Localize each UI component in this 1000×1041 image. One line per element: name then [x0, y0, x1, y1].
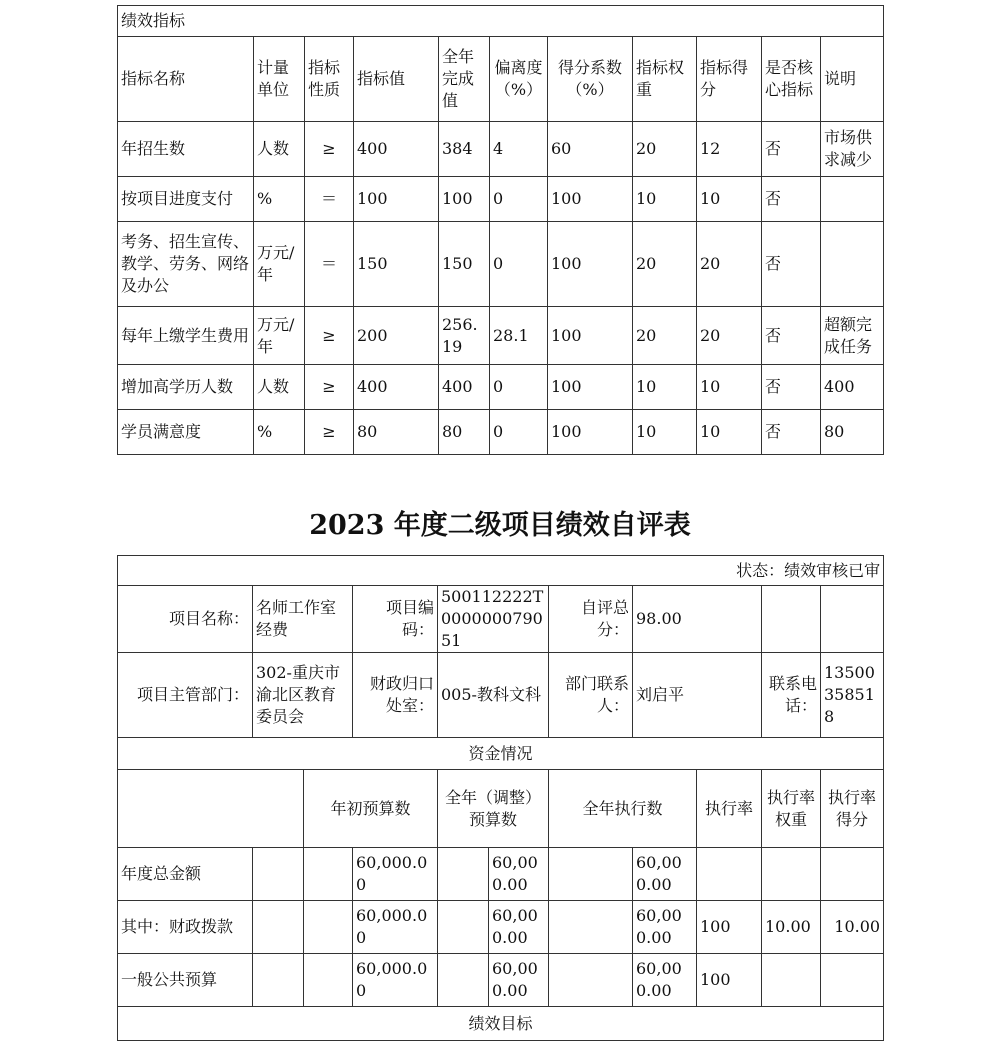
- department-value: 302-重庆市渝北区教育委员会: [253, 653, 353, 738]
- table-row: [118, 365, 884, 410]
- empty-cell: [549, 954, 633, 1007]
- header-cell: 偏离度（%）: [490, 37, 548, 122]
- cell: 100: [548, 307, 633, 365]
- table-row: [118, 122, 884, 177]
- cell: ≥: [305, 122, 354, 177]
- cell: 每年上缴学生费用: [118, 307, 254, 365]
- empty-cell: [304, 848, 353, 901]
- cell: 60,000.00: [489, 901, 549, 954]
- cell: 超额完成任务: [821, 307, 884, 365]
- cell: 60,000.00: [633, 901, 697, 954]
- cell: 100: [548, 365, 633, 410]
- header-cell: 指标得分: [697, 37, 762, 122]
- cell: 10: [633, 410, 697, 455]
- contact-value: 刘启平: [633, 653, 762, 738]
- empty-cell: [821, 586, 884, 653]
- cell: 200: [354, 307, 439, 365]
- cell: 60,000.00: [353, 954, 438, 1007]
- table-row: [118, 901, 884, 954]
- cell: 增加高学历人数: [118, 365, 254, 410]
- section-label: 绩效指标: [118, 6, 884, 37]
- cell: 否: [762, 122, 821, 177]
- cell: 20: [697, 307, 762, 365]
- finance-office-label: 财政归口处室：: [353, 653, 438, 738]
- cell: 10.00: [821, 901, 884, 954]
- table-row: [118, 307, 884, 365]
- self-score-value: 98.00: [633, 586, 762, 653]
- cell: ≥: [305, 410, 354, 455]
- cell: 60: [548, 122, 633, 177]
- project-code-value: 500112222T000000079051: [438, 586, 549, 653]
- header-cell: 全年完成值: [439, 37, 490, 122]
- cell: 60,000.00: [489, 954, 549, 1007]
- cell: 10: [697, 410, 762, 455]
- cell: [762, 848, 821, 901]
- cell: 100: [548, 177, 633, 222]
- header-cell: 全年（调整）预算数: [438, 770, 549, 848]
- cell: 400: [439, 365, 490, 410]
- funds-section-label: 资金情况: [118, 738, 884, 770]
- cell: [697, 848, 762, 901]
- cell: 256.19: [439, 307, 490, 365]
- cell: 0: [490, 410, 548, 455]
- cell: 100: [697, 901, 762, 954]
- header-cell: 说明: [821, 37, 884, 122]
- cell: 60,000.00: [633, 848, 697, 901]
- cell: 80: [354, 410, 439, 455]
- phone-value: 13500358518: [821, 653, 884, 738]
- cell: 100: [697, 954, 762, 1007]
- cell: ≥: [305, 307, 354, 365]
- cell: %: [254, 177, 305, 222]
- header-cell: 全年执行数: [549, 770, 697, 848]
- header-cell: 指标权重: [633, 37, 697, 122]
- cell: 否: [762, 307, 821, 365]
- header-cell: 执行率: [697, 770, 762, 848]
- cell: [821, 954, 884, 1007]
- empty-cell: [253, 848, 304, 901]
- phone-label: 联系电话：: [762, 653, 821, 738]
- cell: 12: [697, 122, 762, 177]
- cell: 60,000.00: [633, 954, 697, 1007]
- self-evaluation-table: [117, 555, 884, 1041]
- cell: 100: [548, 222, 633, 307]
- cell: 60,000.00: [489, 848, 549, 901]
- cell: 其中：财政拨款: [118, 901, 253, 954]
- cell: 万元/年: [254, 307, 305, 365]
- empty-cell: [549, 848, 633, 901]
- empty-cell: [253, 901, 304, 954]
- table-row: [118, 848, 884, 901]
- header-cell: 是否核心指标: [762, 37, 821, 122]
- goals-section-label: 绩效目标: [118, 1007, 884, 1041]
- cell: 0: [490, 177, 548, 222]
- department-info-row: [118, 653, 884, 738]
- cell: 400: [354, 122, 439, 177]
- header-cell: 计量单位: [254, 37, 305, 122]
- header-cell: 指标值: [354, 37, 439, 122]
- cell: 学员满意度: [118, 410, 254, 455]
- contact-label: 部门联系人：: [549, 653, 633, 738]
- project-info-row: [118, 586, 884, 653]
- project-name-label: 项目名称：: [118, 586, 253, 653]
- cell: 年招生数: [118, 122, 254, 177]
- cell: [821, 222, 884, 307]
- empty-cell: [438, 954, 489, 1007]
- cell: ＝: [305, 177, 354, 222]
- cell: 20: [633, 307, 697, 365]
- self-evaluation-section: [117, 555, 883, 1041]
- cell: 384: [439, 122, 490, 177]
- cell: 一般公共预算: [118, 954, 253, 1007]
- cell: 100: [354, 177, 439, 222]
- project-code-label: 项目编码：: [353, 586, 438, 653]
- header-cell: 指标性质: [305, 37, 354, 122]
- cell: 0: [490, 222, 548, 307]
- cell: 400: [354, 365, 439, 410]
- cell: 4: [490, 122, 548, 177]
- empty-cell: [118, 770, 304, 848]
- cell: ＝: [305, 222, 354, 307]
- cell: [821, 177, 884, 222]
- cell: 万元/年: [254, 222, 305, 307]
- header-cell: 得分系数（%）: [548, 37, 633, 122]
- cell: 20: [697, 222, 762, 307]
- header-cell: 指标名称: [118, 37, 254, 122]
- cell: 10: [697, 177, 762, 222]
- cell: 否: [762, 222, 821, 307]
- cell: [821, 848, 884, 901]
- performance-indicator-table: [117, 5, 884, 455]
- cell: 否: [762, 177, 821, 222]
- table-row: [118, 222, 884, 307]
- cell: 80: [821, 410, 884, 455]
- cell: 10: [633, 365, 697, 410]
- header-cell: 执行率权重: [762, 770, 821, 848]
- empty-cell: [438, 901, 489, 954]
- cell: %: [254, 410, 305, 455]
- cell: ≥: [305, 365, 354, 410]
- header-cell: 执行率得分: [821, 770, 884, 848]
- status-text: 状态：绩效审核已审: [118, 556, 884, 586]
- cell: 市场供求减少: [821, 122, 884, 177]
- cell: 20: [633, 222, 697, 307]
- table-row: [118, 177, 884, 222]
- cell: [762, 954, 821, 1007]
- cell: 100: [439, 177, 490, 222]
- cell: 60,000.00: [353, 901, 438, 954]
- performance-indicator-section: [117, 5, 883, 455]
- table-row: [118, 954, 884, 1007]
- table-header-row: [118, 37, 884, 122]
- cell: 150: [439, 222, 490, 307]
- cell: 28.1: [490, 307, 548, 365]
- cell: 100: [548, 410, 633, 455]
- self-score-label: 自评总分：: [549, 586, 633, 653]
- cell: 人数: [254, 122, 305, 177]
- header-cell: 年初预算数: [304, 770, 438, 848]
- cell: 按项目进度支付: [118, 177, 254, 222]
- empty-cell: [762, 586, 821, 653]
- empty-cell: [304, 954, 353, 1007]
- cell: 年度总金额: [118, 848, 253, 901]
- department-label: 项目主管部门：: [118, 653, 253, 738]
- cell: 10: [633, 177, 697, 222]
- page-title: 2023 年度二级项目绩效自评表: [309, 510, 691, 541]
- cell: 20: [633, 122, 697, 177]
- empty-cell: [549, 901, 633, 954]
- cell: 否: [762, 410, 821, 455]
- funds-header-row: [118, 770, 884, 848]
- empty-cell: [253, 954, 304, 1007]
- empty-cell: [304, 901, 353, 954]
- table-row: [118, 410, 884, 455]
- cell: 60,000.00: [353, 848, 438, 901]
- cell: 考务、招生宣传、教学、劳务、网络及办公: [118, 222, 254, 307]
- cell: 人数: [254, 365, 305, 410]
- empty-cell: [438, 848, 489, 901]
- cell: 80: [439, 410, 490, 455]
- cell: 10.00: [762, 901, 821, 954]
- project-name-value: 名师工作室经费: [253, 586, 353, 653]
- cell: 否: [762, 365, 821, 410]
- cell: 10: [697, 365, 762, 410]
- cell: 150: [354, 222, 439, 307]
- cell: 0: [490, 365, 548, 410]
- cell: 400: [821, 365, 884, 410]
- finance-office-value: 005-教科文科: [438, 653, 549, 738]
